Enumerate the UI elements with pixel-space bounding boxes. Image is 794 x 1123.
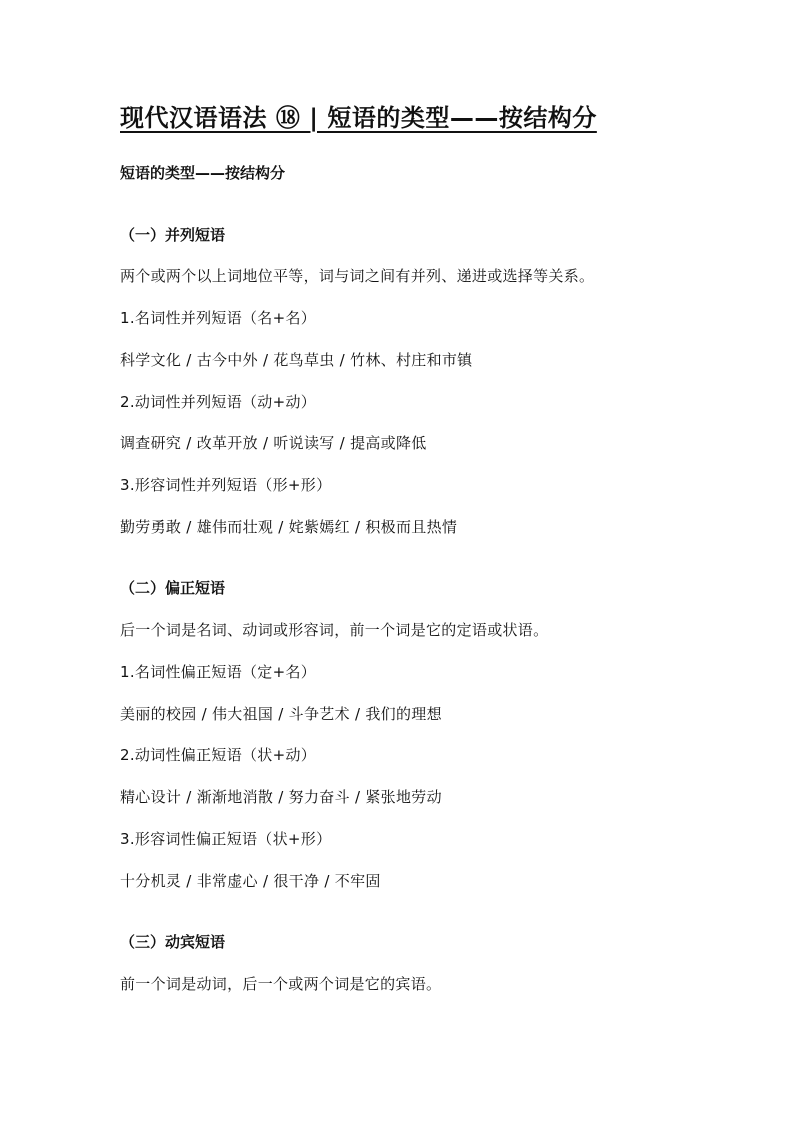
section-intro-2: 后一个词是名词、动词或形容词，前一个词是它的定语或状语。 xyxy=(120,621,549,639)
item-label: 2.动词性偏正短语（状+动） xyxy=(120,746,317,764)
page-subtitle: 短语的类型——按结构分 xyxy=(120,164,286,182)
item-examples: 精心设计 / 渐渐地消散 / 努力奋斗 / 紧张地劳动 xyxy=(120,788,442,806)
item-examples: 美丽的校园 / 伟大祖国 / 斗争艺术 / 我们的理想 xyxy=(120,705,442,723)
item-label: 3.形容词性偏正短语（状+形） xyxy=(120,830,332,848)
item-examples: 调查研究 / 改革开放 / 听说读写 / 提高或降低 xyxy=(120,434,427,452)
item-label: 2.动词性并列短语（动+动） xyxy=(120,393,317,411)
item-examples: 勤劳勇敢 / 雄伟而壮观 / 姹紫嫣红 / 积极而且热情 xyxy=(120,518,458,536)
section-intro-3: 前一个词是动词，后一个或两个词是它的宾语。 xyxy=(120,975,442,993)
item-label: 1.名词性并列短语（名+名） xyxy=(120,309,317,327)
item-label: 3.形容词性并列短语（形+形） xyxy=(120,476,332,494)
item-examples: 十分机灵 / 非常虚心 / 很干净 / 不牢固 xyxy=(120,872,381,890)
page-title: 现代汉语语法 ⑱ | 短语的类型——按结构分 xyxy=(120,104,597,132)
section-heading-2: （二）偏正短语 xyxy=(120,579,226,597)
item-label: 1.名词性偏正短语（定+名） xyxy=(120,663,317,681)
section-heading-1: （一）并列短语 xyxy=(120,226,226,244)
item-examples: 科学文化 / 古今中外 / 花鸟草虫 / 竹林、村庄和市镇 xyxy=(120,351,473,369)
section-intro-1: 两个或两个以上词地位平等，词与词之间有并列、递进或选择等关系。 xyxy=(120,267,595,285)
section-heading-3: （三）动宾短语 xyxy=(120,933,226,951)
